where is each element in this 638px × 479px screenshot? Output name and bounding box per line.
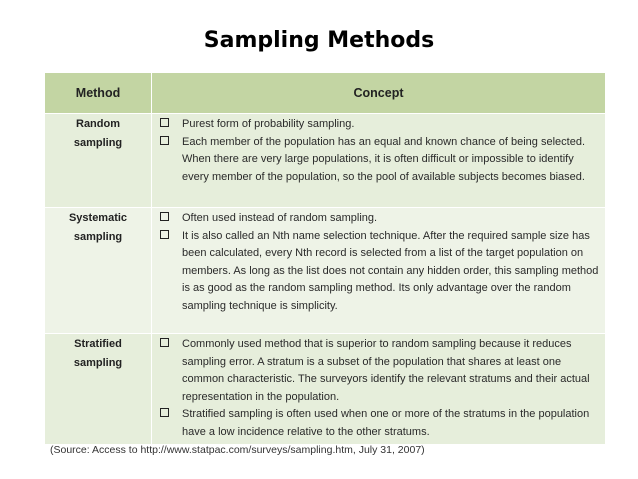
method-cell-stratified bbox=[45, 334, 152, 445]
checkbox-bullet-icon bbox=[158, 336, 182, 406]
method-name-suffix: sampling bbox=[73, 231, 123, 243]
list-item bbox=[158, 210, 599, 228]
checkbox-bullet-icon bbox=[158, 116, 182, 134]
bullet-text: Often used instead of random sampling. bbox=[182, 212, 378, 224]
checkbox-bullet-icon bbox=[158, 228, 182, 316]
concept-cell-stratified bbox=[152, 334, 606, 445]
method-name-suffix: sampling bbox=[73, 357, 123, 369]
sampling-methods-table bbox=[44, 72, 606, 445]
checkbox-bullet-icon bbox=[158, 210, 182, 228]
method-cell-systematic bbox=[45, 208, 152, 334]
concept-cell-random bbox=[152, 114, 606, 208]
table-row bbox=[45, 334, 606, 445]
method-column-header: Method bbox=[45, 73, 152, 114]
bullet-text: Each member of the population has an equal and known chance of being selected. When there are very large populations, it is often difficult or impossible to identify every member of the population, so the pool of available subjects becomes biased. bbox=[182, 135, 585, 183]
bullet-text: Commonly used method that is superior to random sampling because it reduces sampling error. A stratum is a subset of the population that shares at least one common characteristic. The surveyors identify the relevant stratums and their actual representation in the population. bbox=[182, 338, 590, 403]
page-title: Sampling Methods bbox=[203, 28, 435, 53]
table-row bbox=[45, 208, 606, 334]
method-cell-random bbox=[45, 114, 152, 208]
method-name: Systematic bbox=[68, 212, 128, 224]
concept-column-header: Concept bbox=[152, 73, 606, 114]
list-item bbox=[158, 134, 599, 187]
list-item bbox=[158, 116, 599, 134]
source-citation: (Source: Access to http://www.statpac.com/surveys/sampling.htm, July 31, 2007) bbox=[50, 444, 425, 456]
list-item bbox=[158, 228, 599, 316]
bullet-text: Stratified sampling is often used when one or more of the stratums in the population have a low incidence relative to the other stratums. bbox=[182, 408, 590, 438]
method-name: Stratified bbox=[74, 338, 122, 350]
method-name: Random bbox=[76, 118, 120, 130]
list-item bbox=[158, 406, 599, 441]
checkbox-bullet-icon bbox=[158, 134, 182, 187]
checkbox-bullet-icon bbox=[158, 406, 182, 441]
concept-cell-systematic bbox=[152, 208, 606, 334]
list-item bbox=[158, 336, 599, 406]
table-header-row bbox=[45, 73, 606, 114]
bullet-text: Purest form of probability sampling. bbox=[182, 118, 355, 130]
bullet-text: It is also called an Nth name selection technique. After the required sample size has been calculated, every Nth record is selected from a list of the target population on members. As long as the list does not contain any hidden order, this sampling method is as good as the random sampling method. Its only advantage over the random sampling technique is simplicity. bbox=[182, 229, 599, 312]
method-name-suffix: sampling bbox=[73, 137, 123, 149]
table-row bbox=[45, 114, 606, 208]
